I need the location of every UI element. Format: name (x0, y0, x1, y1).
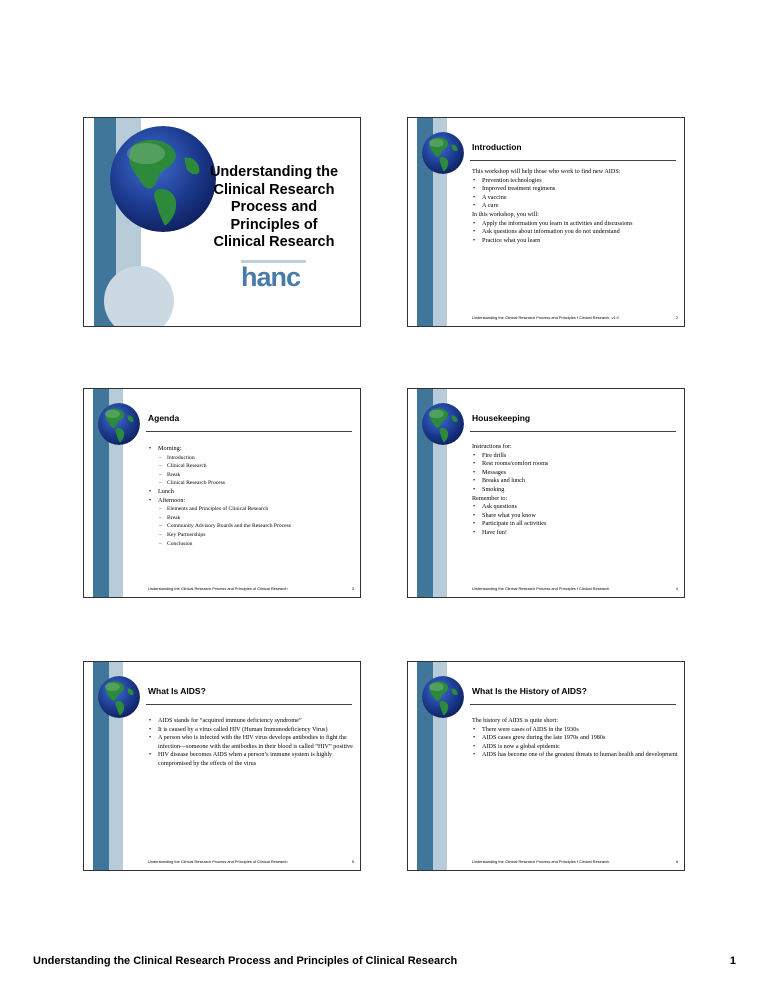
globe-icon (422, 403, 464, 445)
bullet-item: • Smoking (472, 486, 680, 495)
footer-text: Understanding the Clinical Research Process and Principles of Clinical Research (148, 859, 288, 864)
bullet-item: • Improved treatment regimens (472, 185, 680, 194)
body-line: In this workshop, you will: (472, 210, 539, 218)
slide-body (148, 445, 356, 548)
slide-3-agenda (83, 388, 361, 598)
globe-icon (422, 132, 464, 174)
decorative-circle (104, 266, 174, 327)
sub-item: – Community Advisory Boards and the Research Process (148, 522, 356, 531)
slide-heading: Agenda (148, 413, 180, 423)
slide-footer (472, 859, 678, 867)
slide-footer (148, 586, 354, 594)
slide-body (472, 443, 680, 538)
sub-item: – Conclusion (148, 540, 356, 549)
body-line: This workshop will help those who work to find new AIDS: (472, 168, 621, 175)
globe-icon (98, 403, 140, 445)
body-line: The history of AIDS is quite short: (472, 717, 558, 724)
slide-title: Understanding the Clinical Research Process and Principles of Clinical Research (209, 164, 339, 250)
globe-icon (110, 126, 216, 232)
slide-5-what-is-aids (83, 661, 361, 871)
slide-number: 3 (351, 586, 354, 591)
sub-item: – Break (148, 471, 356, 480)
bullet-item: • AIDS cases grew during the late 1970s and 1980s (472, 734, 680, 743)
bullet-item: • Ask questions (472, 503, 680, 512)
body-line: Remember to: (472, 494, 508, 502)
bullet-item: • A person who is infected with the HIV virus develops antibodies to fight the infection—someone with the antibodies in their blood is called “HIV” positive (148, 734, 356, 751)
slide-body (472, 168, 680, 245)
divider (470, 160, 676, 161)
divider (146, 704, 352, 705)
divider (470, 431, 676, 432)
bullet-item: • Fire drills (472, 452, 680, 461)
bullet-item: • AIDS is now a global epidemic (472, 743, 680, 752)
slide-heading: Housekeeping (472, 413, 531, 423)
sub-item: – Clinical Research (148, 462, 356, 471)
footer-text: Understanding the Clinical Research Process and Principles f Clinical Research, v1.0 (472, 315, 619, 320)
slide-1-title (83, 117, 361, 327)
bullet-item: • AIDS has become one of the greatest threats to human health and development (472, 751, 680, 760)
slide-heading: What Is the History of AIDS? (472, 686, 587, 696)
slide-number: 4 (675, 586, 678, 591)
slide-6-history-of-aids (407, 661, 685, 871)
bullet-item: • It is caused by a virus called HIV (Human Immunodeficiency Virus) (148, 726, 356, 735)
slide-body (472, 717, 680, 760)
slide-footer (148, 859, 354, 867)
body-line: Instructions for: (472, 443, 512, 450)
bullet-item: • A cure (472, 202, 680, 211)
bullet-item: • A vaccine (472, 194, 680, 203)
bullet-item: • Ask questions about information you do not understand (472, 228, 680, 237)
page-footer: Understanding the Clinical Research Process and Principles of Clinical Research (33, 955, 458, 967)
bullet-item: • Rest rooms/comfort rooms (472, 460, 680, 469)
hanc-logo (241, 260, 306, 296)
divider (146, 431, 352, 432)
sub-item: – Break (148, 514, 356, 523)
sub-item: – Clinical Research Process (148, 479, 356, 488)
bullet-item: • Afternoon: (148, 497, 356, 506)
slide-2-introduction (407, 117, 685, 327)
bullet-item: • Messages (472, 469, 680, 478)
divider (470, 704, 676, 705)
footer-text: Understanding the Clinical Research Process and Principles of Clinical Research (148, 586, 288, 591)
slide-heading: Introduction (472, 142, 522, 152)
slide-footer (472, 586, 678, 594)
bullet-item: • Have fun! (472, 529, 680, 538)
bullet-item: • Morning: (148, 445, 356, 454)
bullet-item: • HIV disease becomes AIDS when a person’s immune system is highly compromised by the effects of the virus (148, 751, 356, 768)
logo-text: hanc (241, 262, 301, 292)
bullet-item: • Breaks and lunch (472, 477, 680, 486)
slide-footer (472, 315, 678, 323)
sub-item: – Introduction (148, 454, 356, 463)
slide-4-housekeeping (407, 388, 685, 598)
bullet-item: • Lunch (148, 488, 356, 497)
slide-number: 2 (675, 315, 678, 320)
bullet-item: • Apply the information you learn in activities and discussions (472, 220, 680, 229)
page-number: 1 (729, 955, 736, 967)
slide-number: 5 (351, 859, 354, 864)
bullet-item: • There were cases of AIDS in the 1930s (472, 726, 680, 735)
slide-heading: What Is AIDS? (148, 686, 206, 696)
globe-icon (98, 676, 140, 718)
sub-item: – Elements and Principles of Clinical Research (148, 505, 356, 514)
slide-number: 6 (675, 859, 678, 864)
sub-item: – Key Partnerships (148, 531, 356, 540)
footer-text: Understanding the Clinical Research Process and Principles f Clinical Research (472, 586, 610, 591)
bullet-item: • Practice what you learn (472, 237, 680, 246)
bullet-item: • Share what you know (472, 512, 680, 521)
footer-text: Understanding the Clinical Research Process and Principles f Clinical Research (472, 859, 610, 864)
slide-body (148, 717, 356, 769)
bullet-item: • Prevention technologies (472, 177, 680, 186)
globe-icon (422, 676, 464, 718)
bullet-item: • AIDS stands for “acquired immune deficiency syndrome” (148, 717, 356, 726)
bullet-item: • Participate in all activities (472, 520, 680, 529)
